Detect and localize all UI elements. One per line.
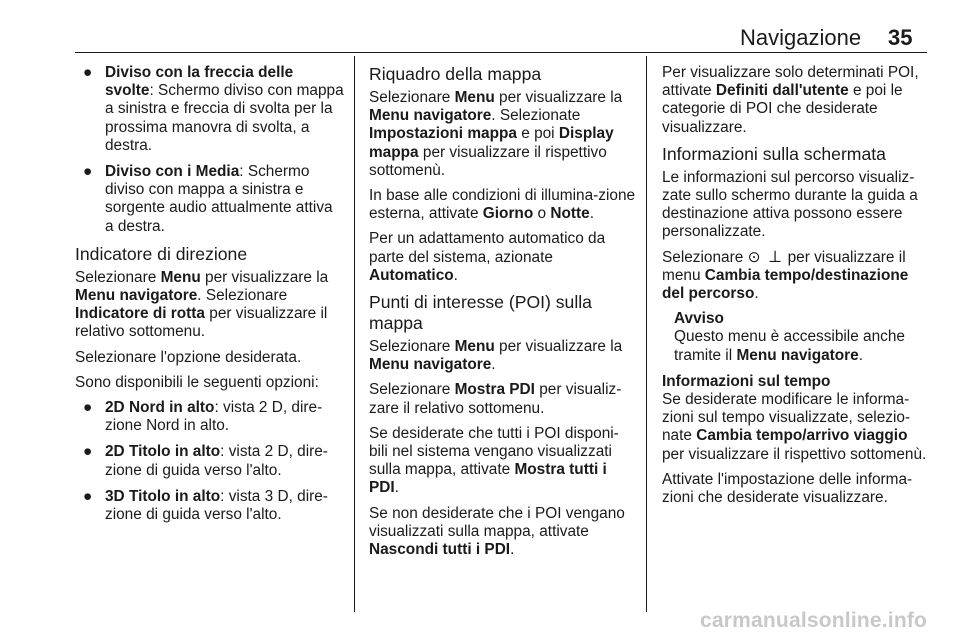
- bullet-icon: ●: [83, 487, 93, 505]
- section-heading: Indicatore di direzione: [75, 243, 248, 264]
- column-divider: [646, 56, 647, 612]
- paragraph: Selezionare Menu per visualizzare la Menu navigatore. Selezionare Indicatore di rotta per visualizzare il relativo sottomenu.: [75, 268, 329, 341]
- paragraph: Attivate l'impostazione delle informa-zioni che desiderate visualizzare.: [662, 470, 913, 507]
- list-item: ● 2D Nord in alto: vista 2 D, dire-zione Nord in alto.: [83, 399, 323, 435]
- watermark: carmanualsonline.info: [700, 609, 928, 632]
- bullet-icon: ●: [83, 163, 93, 181]
- note-text: Questo menu è accessibile anche tramite il Menu navigatore.: [674, 328, 905, 364]
- column-2: [369, 64, 637, 566]
- paragraph: Selezionare Menu per visualizzare la Menu navigatore.: [369, 338, 623, 374]
- list-item: ● 3D Titolo in alto: vista 3 D, dire-zione di guida verso l'alto.: [83, 487, 328, 524]
- bullet-icon: ●: [83, 64, 93, 81]
- paragraph: Se non desiderate che i POI vengano visualizzati sulla mappa, attivate Nascondi tutti i PDI.: [369, 504, 625, 559]
- paragraph: In base alle condizioni di illumina-zione esterna, attivate Giorno o Notte.: [369, 187, 636, 223]
- info-display-icon: ⊙ 𝍥: [747, 248, 784, 266]
- paragraph: Selezionare Mostra PDI per visualiz-zare il relativo sottomenu.: [369, 381, 622, 417]
- paragraph: Selezionare l'opzione desiderata.: [75, 348, 302, 366]
- section-heading: Punti di interesse (POI) sulla mappa: [369, 292, 592, 334]
- paragraph: Se desiderate che tutti i POI disponi-bili nel sistema vengano visualizzati sulla mappa, attivate Mostra tutti i PDI.: [369, 424, 619, 497]
- sub-heading: Informazioni sul tempo: [662, 372, 831, 390]
- note-title: Avviso: [674, 310, 724, 328]
- note-box: [662, 310, 930, 365]
- column-3: [662, 64, 930, 514]
- bullet-icon: ●: [83, 443, 93, 461]
- section-heading: Riquadro della mappa: [369, 64, 542, 84]
- bullet-icon: ●: [83, 399, 93, 417]
- list-item: ● Diviso con i Media: Schermo diviso con mappa a sinistra e sorgente audio attualmente attiva a destra.: [83, 163, 333, 235]
- list-item: ● Diviso con la freccia delle svolte: Schermo diviso con mappa a sinistra e freccia di svolta per la prossima manovra di svolta, a destra.: [83, 64, 344, 154]
- section-title: Navigazione: [740, 25, 862, 50]
- list-item: ● 2D Titolo in alto: vista 2 D, dire-zione di guida verso l'alto.: [83, 443, 328, 479]
- header-rule: [75, 52, 927, 53]
- paragraph: Le informazioni sul percorso visualiz-zate sullo schermo durante la guida a destinazione attiva possono essere personalizzate.: [662, 168, 918, 241]
- paragraph: Se desiderate modificare le informa-zioni sul tempo visualizzate, selezio-nate Cambia tempo/arrivo viaggio per visualizzare il rispettivo sottomenù.: [662, 391, 927, 463]
- paragraph: Sono disponibili le seguenti opzioni:: [75, 373, 319, 391]
- page-number: 35: [888, 25, 913, 50]
- section-heading: Informazioni sulla schermata: [662, 143, 886, 164]
- paragraph: Selezionare ⊙ 𝍥 per visualizzare il menu Cambia tempo/destinazione del percorso.: [662, 248, 909, 303]
- column-divider: [354, 56, 355, 612]
- paragraph: Per un adattamento automatico da parte del sistema, azionate Automatico.: [369, 230, 606, 284]
- paragraph: Selezionare Menu per visualizzare la Menu navigatore. Selezionate Impostazioni mappa e poi Display mappa per visualizzare il rispettivo sottomenù.: [369, 89, 623, 179]
- column-1: [75, 64, 345, 532]
- page-header: [0, 0, 960, 52]
- paragraph: Per visualizzare solo determinati POI, attivate Definiti dall'utente e poi le categorie di POI che desiderate visualizzare.: [662, 64, 919, 136]
